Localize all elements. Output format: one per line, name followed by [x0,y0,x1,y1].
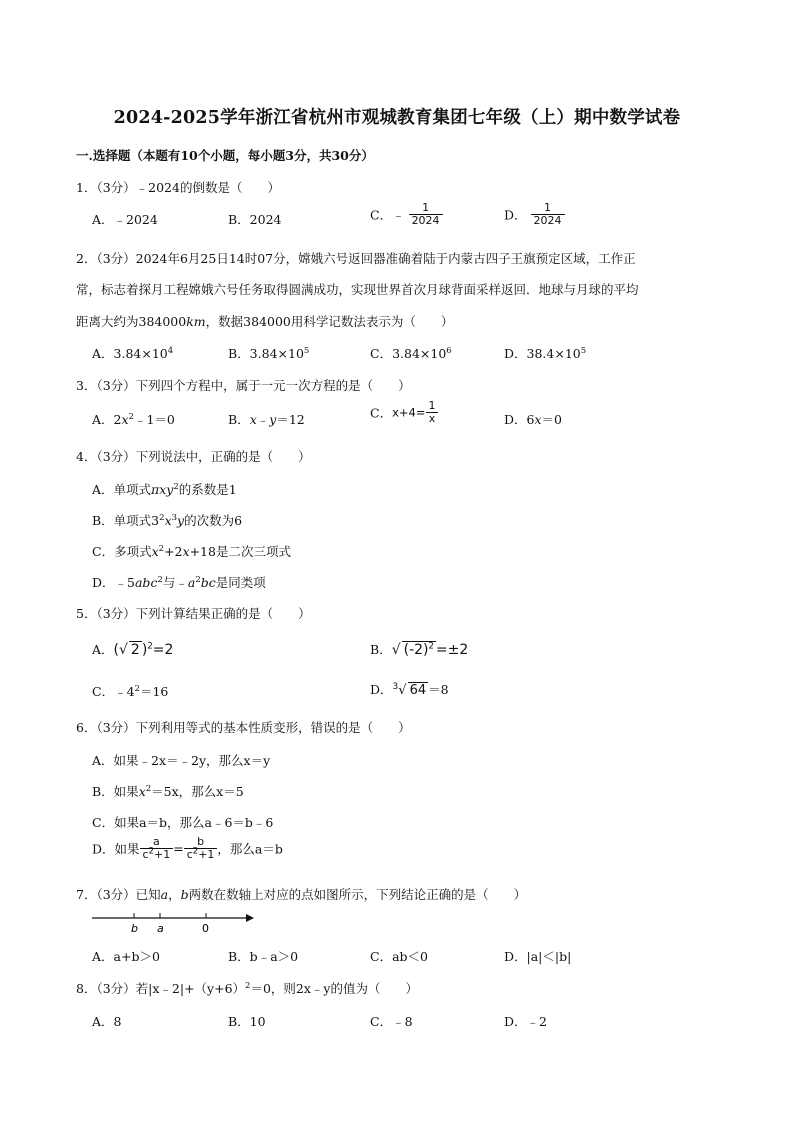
q8-option-b: B．10 [228,1014,266,1029]
q4-option-d: D．﹣5abc$^2$与$﹣a^2bc$是同类项 [92,574,266,590]
question-4-stem: 4．（3分）下列说法中，正确的是（ ） [76,449,311,464]
q1-option-b: B．2024 [228,212,282,227]
q1-d-prefix: D． [504,207,527,223]
question-8-stem: 8．（3分）若$|x﹣2|+(y+6)^2=0$，则2x﹣y的值为（ ） [76,980,418,996]
q7-option-b: B．b﹣a＞0 [228,949,299,964]
q6-d-fraction-right: $\frac{b}{c^2+1}$ [184,836,218,861]
q2-option-b: B．$3.84\times 10^5$ [228,345,310,361]
page-title: 2024-2025学年浙江省杭州市观城教育集团七年级（上）期中数学试卷 [113,108,681,128]
q4-option-c: C．多项式$x^2+2x+18$是二次三项式 [92,543,291,559]
q6-d-fraction-left: $\frac{a}{c^2+1}$ [140,836,174,861]
q3-option-a: A．$2x^2﹣1=0$ [92,411,175,427]
q7-option-a: A．a+b＞0 [92,949,160,964]
axis-label-a: a [157,922,164,935]
section-heading: 一.选择题（本题有10个小题，每小题3分，共30分） [76,148,374,163]
q5-option-c: C．$﹣4^2=16$ [92,683,169,699]
q7-option-d: D．|a|＜|b| [504,949,572,964]
q2-option-a: A．$3.84\times 10^4$ [92,345,174,361]
q3-c-fraction: $\frac{1}{x}$ [425,400,438,425]
question-1-stem: 1．（3分）﹣2024的倒数是（ ） [76,180,280,195]
number-line-figure [88,908,258,936]
q1-c-prefix: C．﹣ [370,207,405,223]
q5-option-d: D．$^3$√ 64 ＝8 [370,681,449,698]
q5-option-a: A．(√ 2 )$^2$=2 [92,641,174,658]
question-2-line-2: 常，标志着探月工程嫦娥六号任务取得圆满成功，实现世界首次月球背面采样返回．地球与月球的平均 [76,282,639,297]
axis-label-b: b [131,922,138,935]
q8-option-d: D．﹣2 [504,1014,547,1029]
q6-option-d: D．如果 $\frac{a}{c^2+1}$ = $\frac{b}{c^2+1}$ ，那么a＝b [92,835,283,862]
question-7-stem: 7．（3分）已知a，b两数在数轴上对应的点如图所示，下列结论正确的是（ ） [76,887,527,902]
q1-option-c [370,202,443,227]
number-line-arrow [246,914,254,922]
q5-option-b: B．√ $(-2)^2 =\pm 2$ [370,641,469,658]
q7-option-c: C．ab＜0 [370,949,428,964]
question-6-stem: 6．（3分）下列利用等式的基本性质变形，错误的是（ ） [76,720,411,735]
q4-option-b: B．单项式$3^2x^3y$的次数为6 [92,512,243,528]
question-2-line-1: 2．（3分）2024年6月25日14时07分，嫦娥六号返回器准确着陆于内蒙古四子王旗预定区域，工作正 [76,251,636,266]
q6-option-a: A．如果﹣2x＝﹣2y，那么x＝y [92,753,271,768]
q2-option-d: D．$38.4\times 10^5$ [504,345,587,361]
question-2-line-3: 距离大约为384000km，数据384000用科学记数法表示为（ ） [76,314,454,329]
q3-option-c: C．x+4= $\frac{1}{x}$ [370,400,438,425]
q6-option-c: C．如果a＝b，那么a﹣6＝b﹣6 [92,815,274,830]
question-5-stem: 5．（3分）下列计算结果正确的是（ ） [76,606,311,621]
q1-option-d [504,202,565,227]
q1-option-a: A．﹣2024 [92,212,158,227]
q3-option-b: B．x﹣y＝12 [228,412,305,427]
q3-option-d: D．6x＝0 [504,412,562,427]
q4-option-a: A．单项式πxy$^2$的系数是1 [92,481,237,497]
q8-option-c: C．﹣8 [370,1014,413,1029]
q6-option-b: B．如果$x^2=5x$，那么x＝5 [92,783,244,799]
q8-option-a: A．8 [92,1014,122,1029]
q1-c-fraction: $\frac{1}{2024}$ [409,202,443,227]
axis-label-zero: 0 [202,922,209,935]
question-3-stem: 3．（3分）下列四个方程中，属于一元一次方程的是（ ） [76,378,411,393]
q2-option-c: C．$3.84\times 10^6$ [370,345,452,361]
q1-d-fraction: $\frac{1}{2024}$ [531,202,565,227]
